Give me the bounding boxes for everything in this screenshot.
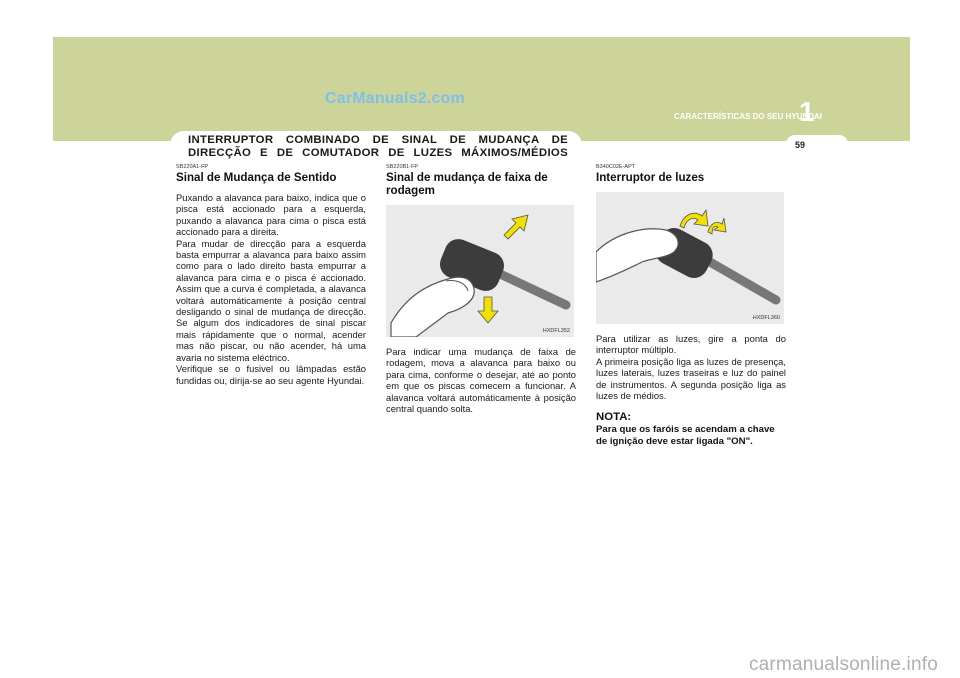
section-heading: Interruptor de luzes [596,171,705,184]
section-code: B340C02E-APT [596,164,636,170]
section-heading: Sinal de mudança de faixa de rodagem [386,171,548,197]
watermark[interactable]: CarManuals2.com [325,90,465,107]
rotate-arrow-icon [680,210,726,234]
chapter-label: CARACTERÍSTICAS DO SEU HYUNDAI [673,112,822,121]
figure-code: HXDFL360 [752,315,780,321]
section-body [386,346,576,414]
paragraph: Para mudar de direcção para a esquerda basta empurrar a alavanca para baixo assim como para o lado direito basta empurrar a alavanca para cima e o pisca é accionado. Assim que a curva é completada, a alavanca voltará automáticamente à posição central desligando o sinal de mudança de direcção. Se algum dos indicadores de sinal piscar mais rápidamente que o normal, acender mas não piscar, ou não acender, há uma avaria no sistema eléctrico. [176,237,366,363]
note-title: NOTA: [596,411,632,424]
footer-site-watermark[interactable]: carmanualsonline.info [748,654,938,675]
section-code: SB220B1-FP [386,164,419,170]
switch-illustration [596,192,784,324]
page-number: 59 [795,140,806,150]
chapter-number: 1 [799,96,815,127]
note-body: Para que os faróis se acendam a chave de ignição deve estar ligada "ON". [596,424,775,447]
section-code: SB220A1-FP [176,164,209,170]
paragraph: Puxando a alavanca para baixo, indica que o pisca está accionado para a esquerda, puxando a alavanca para cima o pisca está accionado para a direita. [176,192,366,238]
paragraph: Para utilizar as luzes, gire a ponta do interruptor múltiplo. [596,333,786,356]
section-body [596,333,786,401]
section-title: INTERRUPTOR COMBINADO DE SINAL DE MUDANÇA DE DIRECÇÃO E DE COMUTADOR DE LUZES MÁXIMOS/MÉDIOS [188,134,568,159]
column-light-switch [596,164,786,447]
paragraph: A primeira posição liga as luzes de presença, luzes laterais, luzes traseiras e luz do painel de instrumentos. A segunda posição liga as luzes de médios. [596,355,786,402]
section-heading: Sinal de Mudança de Sentido [176,171,337,184]
lever-down-arrow-icon [478,297,498,323]
switch-hand-drawing [596,192,784,324]
header-band [53,37,910,141]
paragraph: Verifique se o fusivel ou lâmpadas estão fundidas ou, dirija-se ao seu agente Hyundai. [176,363,366,386]
figure-code: HXDFL352 [542,328,570,334]
column-turn-signal [176,164,366,386]
column-lane-change [386,164,576,414]
lever-illustration [386,205,574,337]
lever-up-arrow-icon [504,215,528,239]
section-body [176,192,366,386]
paragraph: Para indicar uma mudança de faixa de rodagem, mova a alavanca para baixo ou para cima, conforme o desejar, até ao ponto em que os piscas comecem a funcionar. A alavanca voltará automáticamente à posição central quando solta. [386,346,576,415]
lever-hand-drawing [386,205,574,337]
